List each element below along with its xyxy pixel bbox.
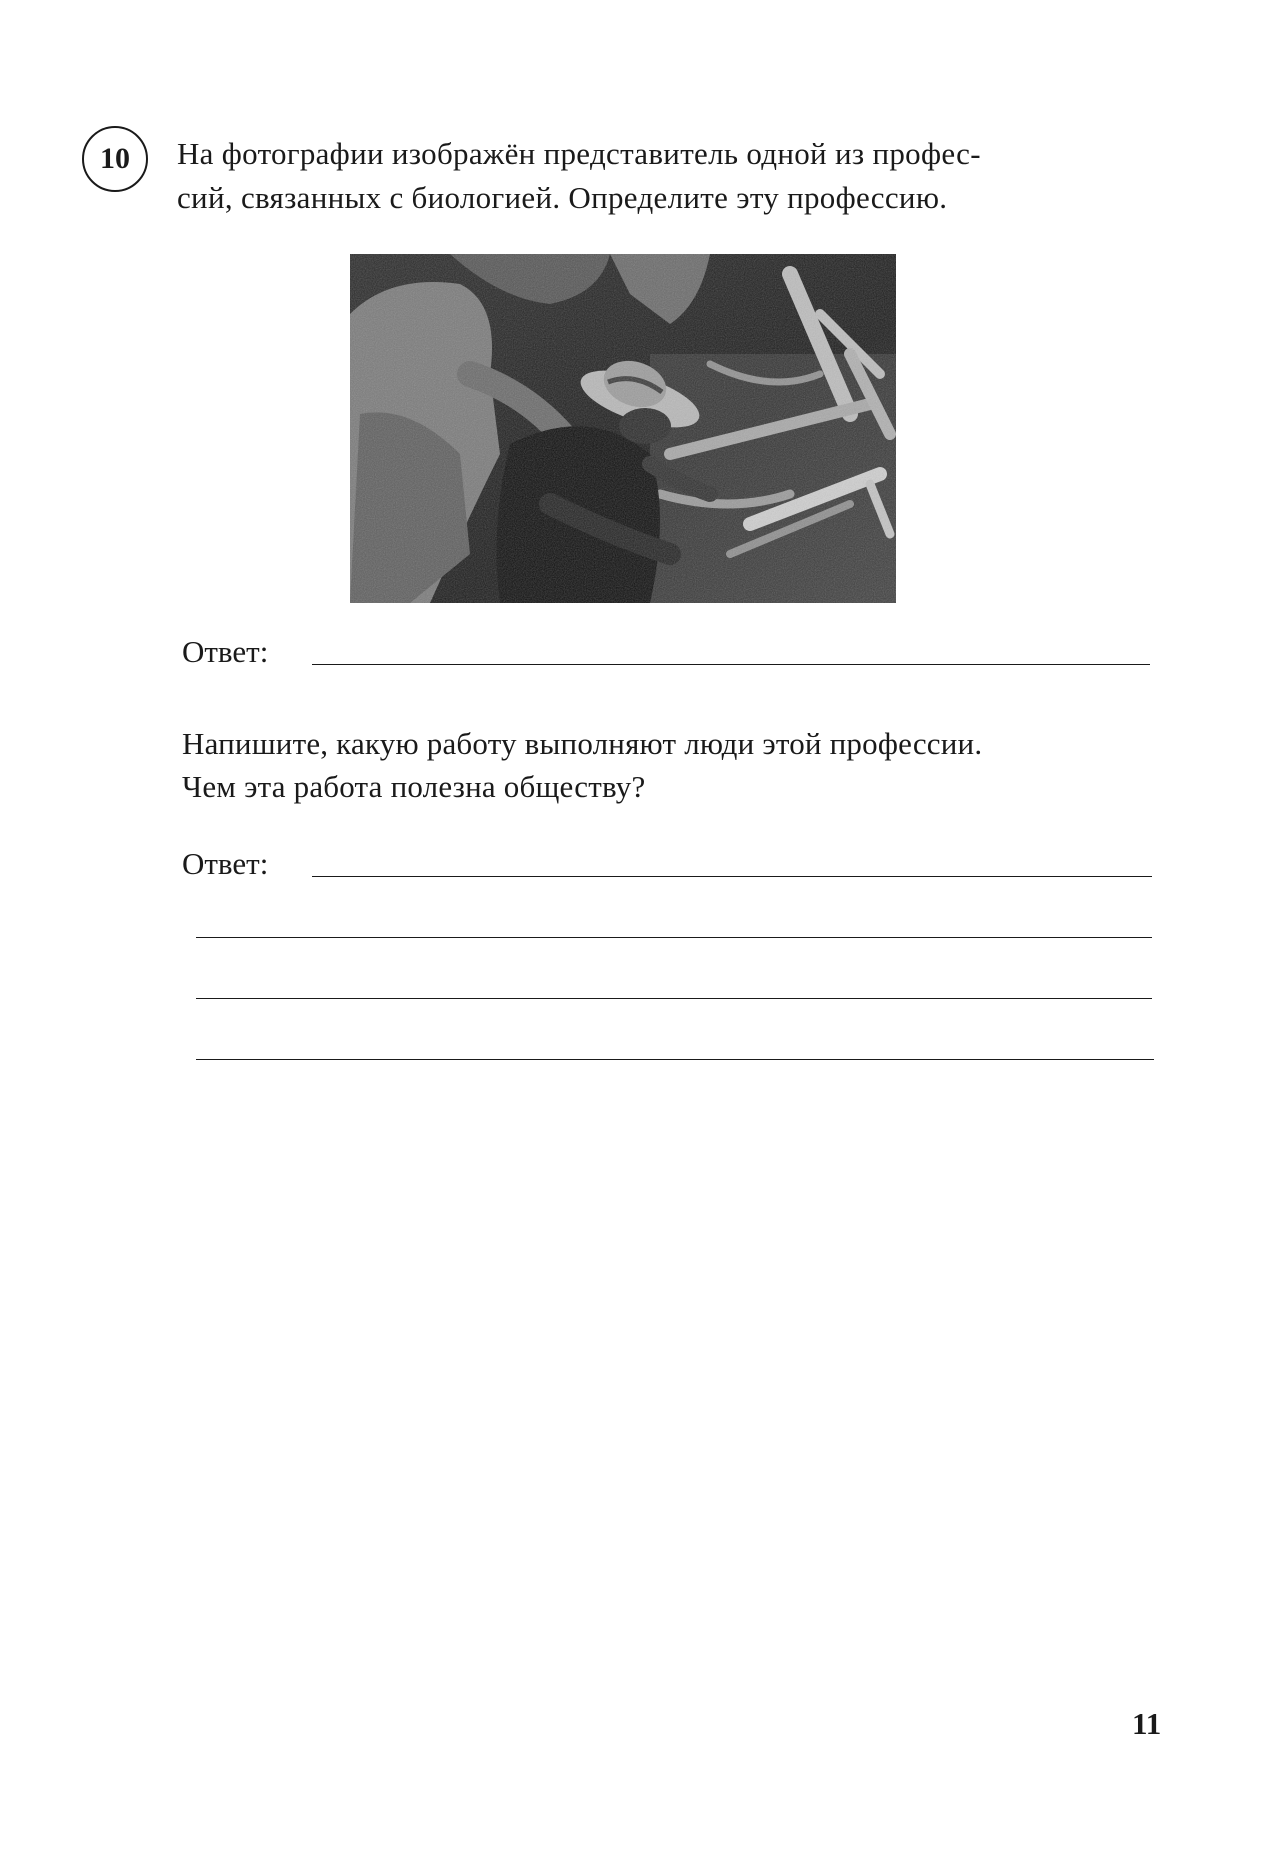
answer-2-line-3[interactable]	[196, 998, 1152, 999]
answer-2-line-2[interactable]	[196, 937, 1152, 938]
question-line-1: На фотографии изображён представитель одной из профес-	[177, 136, 981, 171]
prompt-text	[182, 722, 1182, 808]
question-line-2: сий, связанных с биологией. Определите эту профессию.	[177, 180, 948, 215]
task-number-badge	[82, 126, 148, 192]
photo-excavation-icon	[350, 254, 896, 603]
prompt-line-1: Напишите, какую работу выполняют люди этой профессии.	[182, 726, 983, 761]
page-number: 11	[1132, 1706, 1162, 1741]
question-text	[177, 132, 1177, 220]
prompt-line-2: Чем эта работа полезна обществу?	[182, 769, 646, 804]
answer-2-label: Ответ:	[182, 846, 269, 881]
answer-2-line-4[interactable]	[196, 1059, 1154, 1060]
answer-1-label: Ответ:	[182, 634, 269, 669]
task-number: 10	[100, 142, 130, 175]
answer-2-line-1[interactable]	[312, 876, 1152, 877]
answer-1-line[interactable]	[312, 664, 1150, 665]
